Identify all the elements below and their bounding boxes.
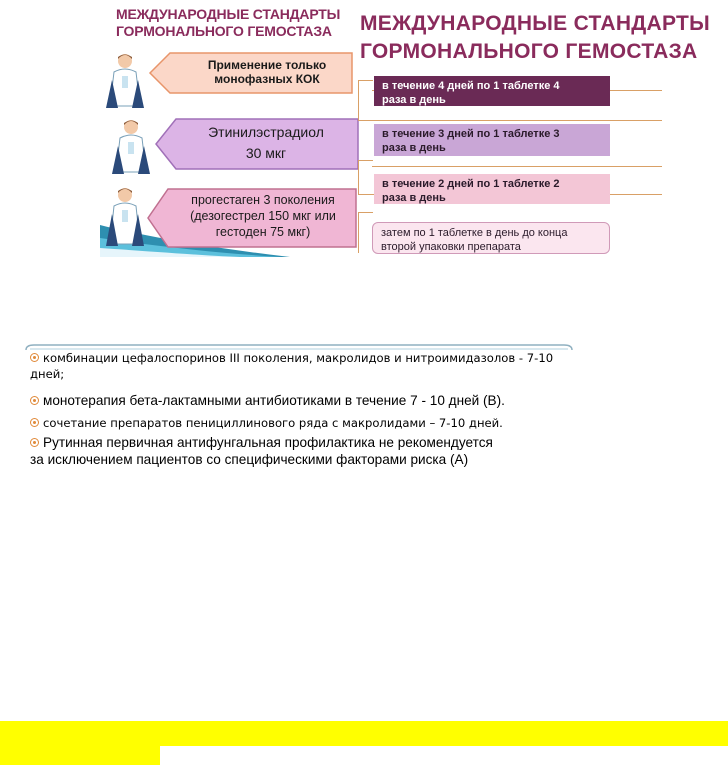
dose-3-line-1: в течение 2 дней по 1 таблетке 2 [382, 178, 560, 190]
left-title-line-1: МЕЖДУНАРОДНЫЕ СТАНДАРТЫ [116, 6, 341, 22]
arrow-1-line-1: Применение только [207, 58, 327, 72]
doctor-figure-icon [104, 52, 146, 108]
bullet-item-1 [30, 350, 570, 382]
dose-2-line-2: раза в день [382, 142, 446, 154]
bullet-icon [30, 418, 39, 427]
arrow-3-line-2: (дезогестрел 150 мкг или [190, 209, 336, 223]
dose-bracket [358, 160, 373, 195]
dose-box-2 [374, 124, 610, 156]
bullet-2-text: монотерапия бета-лактамными антибиотиками в течение 7 - 10 дней (В). [43, 393, 505, 408]
dose-guide-line [372, 166, 662, 167]
dose-guide-line [358, 120, 662, 121]
slide-right-title [360, 10, 711, 66]
dose-3-line-2: раза в день [382, 192, 446, 204]
slide-left-title [116, 6, 356, 40]
bullet-4-text-line-2: за исключением пациентов со специфическими факторами риска (А) [30, 452, 469, 467]
bullet-item-4 [30, 434, 590, 468]
dose-box-4 [372, 222, 610, 254]
arrow-label-2 [180, 122, 352, 164]
right-title-line-1: МЕЖДУНАРОДНЫЕ СТАНДАРТЫ [360, 12, 711, 35]
highlight-band [0, 721, 728, 746]
arrow-label-3 [166, 192, 360, 240]
dose-1-line-1: в течение 4 дней по 1 таблетке 4 [382, 80, 560, 92]
arrow-2-line-1: Этинилэстрадиол [208, 124, 324, 140]
dose-4-line-1: затем по 1 таблетке в день до конца [381, 227, 568, 239]
left-title-line-2: ГОРМОНАЛЬНОГО ГЕМОСТАЗА [116, 23, 332, 39]
arrow-3-line-3: гестоден 75 мкг) [215, 225, 311, 239]
bullet-4-text-line-1: Рутинная первичная антифунгальная профилактика не рекомендуется [43, 435, 493, 450]
dose-2-line-1: в течение 3 дней по 1 таблетке 3 [382, 128, 560, 140]
doctor-figure-icon [104, 186, 146, 246]
dose-bracket [358, 80, 373, 121]
dose-box-1 [374, 76, 610, 106]
arrow-label-1 [192, 58, 342, 86]
doctor-figure-icon [110, 118, 152, 174]
dose-1-line-2: раза в день [382, 94, 446, 106]
bullet-icon [30, 353, 39, 362]
bullet-3-text: сочетание препаратов пенициллинового ряда с макролидами – 7-10 дней. [43, 416, 503, 430]
bullet-item-3 [30, 415, 590, 431]
bullet-icon [30, 396, 39, 405]
arrow-3-line-1: прогестаген 3 поколения [191, 193, 335, 207]
bullet-icon [30, 438, 39, 447]
arrow-2-line-2: 30 мкг [245, 145, 287, 161]
right-title-line-2: ГОРМОНАЛЬНОГО ГЕМОСТАЗА [360, 40, 698, 63]
highlight-band-tab [0, 746, 160, 765]
dose-box-3 [374, 174, 610, 204]
dose-bracket [358, 212, 373, 253]
bullet-item-2 [30, 392, 590, 409]
bullet-1-text: комбинации цефалоспоринов III поколения, макролидов и нитроимидазолов - 7-10 дней; [30, 351, 554, 381]
hemostasis-slide-image [100, 0, 711, 257]
dose-4-line-2: второй упаковки препарата [381, 241, 521, 253]
arrow-1-line-2: монофазных КОК [214, 72, 320, 86]
